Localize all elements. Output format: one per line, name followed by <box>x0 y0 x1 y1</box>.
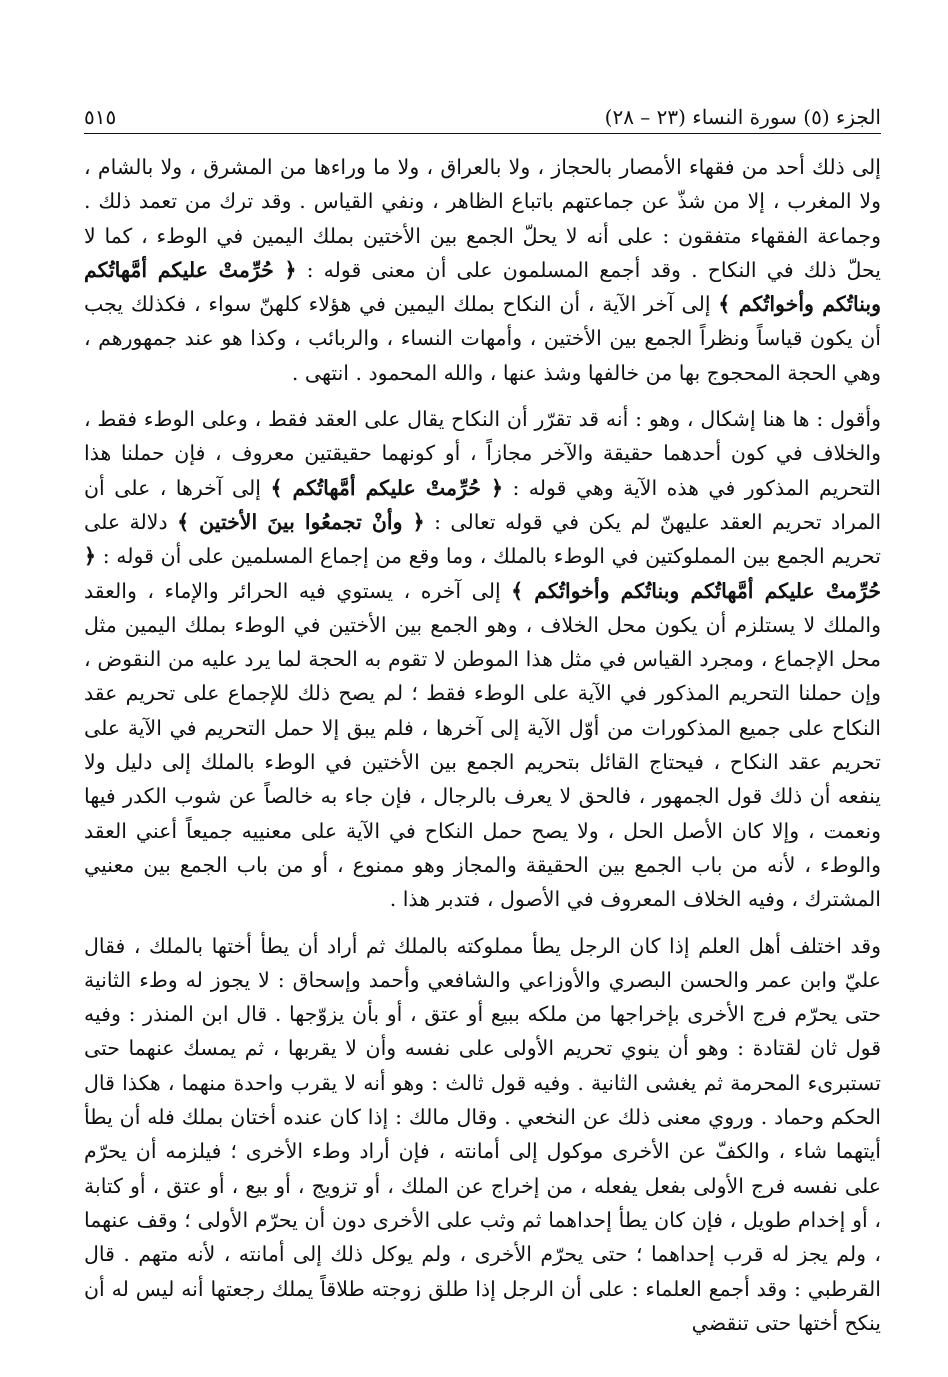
text-segment: وقد اختلف أهل العلم إذا كان الرجل يطأ مملوكته بالملك ثم أراد أن يطأ أختها بالملك ، فقال عليّ وابن عمر والحسن البصري والأوزاعي والشافعي وأحمد وإسحاق : لا يجوز له وطء الثانية حتى يحرّم فرج الأخرى بإخراجها من ملكه ببيع أو عتق ، أو بأن يزوّجها . قال ابن المنذر : وفيه قول ثان لقتادة : وهو أن ينوي تحريم الأولى على نفسه وأن لا يقربها ، ثم يمسك عنهما حتى تستبرىء المحرمة ثم يغشى الثانية . وفيه قول ثالث : وهو أنه لا يقرب واحدة منهما ، هكذا قال الحكم وحماد . وروي معنى ذلك عن النخعي . وقال مالك : إذا كان عنده أختان بملك فله أن يطأ أيتهما شاء ، والكفّ عن الأخرى موكول إلى أمانته ، فإن أراد وطء الأخرى ؛ فيلزمه أن يحرّم على نفسه فرج الأولى بفعل يفعله ، من إخراج عن الملك ، أو تزويج ، أو بيع ، أو عتق ، أو كتابة ، أو إخدام طويل ، فإن كان يطأ إحداهما ثم وثب على الأخرى دون أن يحرّم الأولى ؛ وقف عنهما ، ولم يجز له قرب إحداهما ؛ حتى يحرّم الأخرى ، ولم يوكل ذلك إلى أمانته ، لأنه متهم . قال القرطبي : وقد أجمع العلماء : على أن الرجل إذا طلق زوجته طلاقاً يملك رجعتها أنه ليس له أن ينكح أختها حتى تنقضي <box>84 933 881 1335</box>
paragraph <box>84 150 881 390</box>
running-title: الجزء (٥) سورة النساء (٢٣ – ٢٨) <box>604 105 881 129</box>
text-segment: إلى ذلك أحد من فقهاء الأمصار بالحجاز ، ولا بالعراق ، ولا ما وراءها من المشرق ، ولا بالشام ، ولا المغرب ، إلا من شذّ عن جماعتهم باتباع الظاهر ، ونفي القياس . وقد ترك من تعمد ذلك . وجماعة الفقهاء متفقون : على أنه لا يحلّ الجمع بين الأختين بملك اليمين في الوطء ، كما لا يحلّ ذلك في النكاح . وقد أجمع المسلمون على أن معنى قوله : <box>84 155 881 282</box>
quran-quote: ﴿ وأنْ تجمعُوا بينَ الأختين ﴾ <box>177 509 425 534</box>
quran-quote: ﴿ حُرِّمتْ عليكم أمَّهاتُكم وبناتُكم وأخواتُكم ﴾ <box>84 544 881 603</box>
paragraph <box>84 402 881 916</box>
page-header <box>84 100 881 134</box>
page-number: ٥١٥ <box>84 105 117 129</box>
text-segment: دلالة على تحريم الجمع بين المملوكتين في الوطء بالملك ، وما وقع من إجماع المسلمين على أن قوله : <box>84 509 881 569</box>
text-segment: وأقول : ها هنا إشكال ، وهو : أنه قد تقرّر أن النكاح يقال على العقد فقط ، وعلى الوطء فقط ، والخلاف في كون أحدهما حقيقة والآخر مجازاً ، أو كونهما حقيقتين معروف ، فإن حملنا هذا التحريم المذكور في هذه الآية وهي قوله : <box>84 407 881 500</box>
quran-quote: ﴿ حُرِّمتْ عليكم أمَّهاتُكم ﴾ <box>270 475 504 500</box>
text-segment: إلى آخر الآية ، أن النكاح بملك اليمين في هؤلاء كلهنّ سواء ، فكذلك يجب أن يكون قياساً ونظراً الجمع بين الأختين ، وأمهات النساء ، والربائب ، وكذا هو عند جمهورهم ، وهي الحجة المحجوج بها من خالفها وشذ عنها ، والله المحمود . انتهى . <box>84 292 881 385</box>
quran-quote: ﴿ حُرِّمتْ عليكم أمَّهاتُكم وبناتُكم وأخواتُكم ﴾ <box>84 257 882 317</box>
body-text <box>84 150 881 1340</box>
text-segment: إلى آخره ، يستوي فيه الحرائر والإماء ، والعقد والملك لا يستلزم أن يكون محل الخلاف ، وهو الجمع بين الأختين في الوطء بملك اليمين مثل محل الإجماع ، ومجرد القياس في مثل هذا الموطن لا تقوم به الحجة لما يرد عليه من النقوض ، وإن حملنا التحريم المذكور في الآية على الوطء فقط ؛ لم يصح ذلك للإجماع على تحريم عقد النكاح على جميع المذكورات من أوّل الآية إلى آخرها ، فلم يبق إلا حمل التحريم في الآية على تحريم عقد النكاح ، فيحتاج القائل بتحريم الجمع بين الأختين في الوطء بالملك إلى دليل ولا ينفعه أن ذلك قول الجمهور ، فالحق لا يعرف بالرجال ، فإن جاء به خالصاً عن شوب الكدر فيها ونعمت ، وإلا كان الأصل الحل ، ولا يصح حمل النكاح في الآية على معنييه جميعاً أعني العقد والوطء ، لأنه من باب الجمع بين الحقيقة والمجاز وهو ممنوع ، أو من باب الجمع بين معنيي المشترك ، وفيه الخلاف المعروف في الأصول ، فتدبر هذا . <box>84 578 881 912</box>
paragraph <box>84 929 881 1341</box>
text-segment: إلى آخرها ، على أن المراد تحريم العقد عليهنّ لم يكن في قوله تعالى : <box>84 475 882 534</box>
